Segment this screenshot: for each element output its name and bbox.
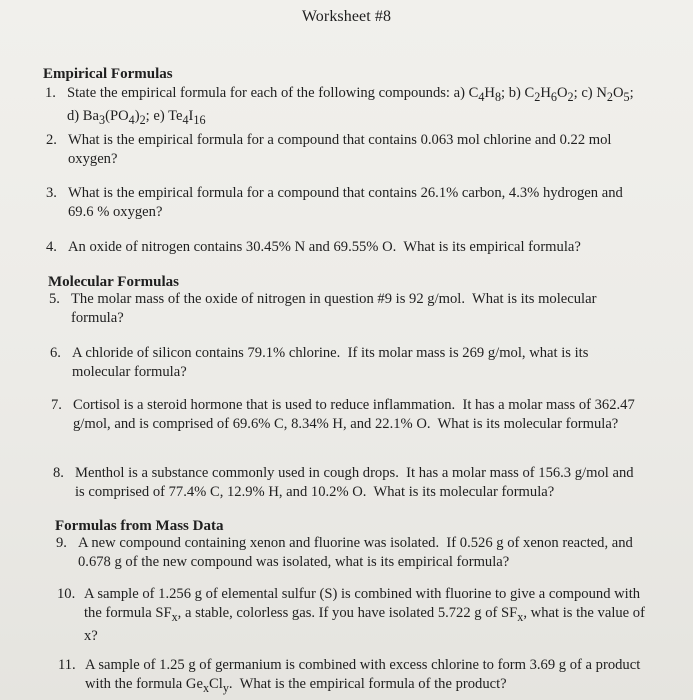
question-2 bbox=[46, 131, 646, 169]
question-number: 3. bbox=[46, 185, 57, 201]
question-5 bbox=[49, 290, 639, 328]
question-text: State the empirical formula for each of the following compounds: a) $C_4H_8$; b) $C_2H_6O_2$; c) $N_2O_5$; d) $Ba_3(PO_4)_2$; e) $Te_4I_{16}$ bbox=[67, 85, 634, 127]
question-11 bbox=[58, 656, 658, 698]
question-6 bbox=[50, 344, 635, 382]
page-title: Worksheet #8 bbox=[301, 8, 392, 25]
question-8 bbox=[53, 464, 643, 502]
question-text: Menthol is a substance commonly used in cough drops. It has a molar mass of 156.3 g/mol and is comprised of 77.4% C, 12.9% H, and 10.2% O. What is its molecular formula? bbox=[75, 465, 634, 500]
question-text: A sample of 1.25 g of germanium is combined with excess chlorine to form 3.69 g of a product with the formula $Ge_xCl_y$. What is the empirical formula of the product? bbox=[85, 657, 641, 695]
question-number: 8. bbox=[53, 465, 64, 481]
question-4 bbox=[46, 238, 666, 257]
question-10 bbox=[57, 585, 659, 646]
question-number: 6. bbox=[50, 345, 61, 361]
section-heading-mass-data: Formulas from Mass Data bbox=[55, 518, 224, 534]
question-3 bbox=[46, 184, 636, 222]
question-text: What is the empirical formula for a compound that contains 0.063 mol chlorine and 0.22 mol oxygen? bbox=[68, 132, 612, 167]
question-number: 2. bbox=[46, 132, 57, 148]
section-heading-empirical: Empirical Formulas bbox=[43, 66, 173, 82]
question-text: A sample of 1.256 g of elemental sulfur (S) is combined with fluorine to give a compound with the formula $SF_x$, a stable, colorless gas. If you have isolated 5.722 g of $SF_x$, what is the value of x? bbox=[84, 586, 645, 644]
question-number: 11. bbox=[58, 657, 76, 673]
question-text: A new compound containing xenon and fluorine was isolated. If 0.526 g of xenon reacted, and 0.678 g of the new compound was isolated, what is its empirical formula? bbox=[78, 535, 633, 570]
question-9 bbox=[56, 534, 656, 572]
question-7 bbox=[51, 396, 651, 434]
question-text: The molar mass of the oxide of nitrogen in question #9 is 92 g/mol. What is its molecular formula? bbox=[71, 291, 597, 326]
question-text: An oxide of nitrogen contains 30.45% N and 69.55% O. What is its empirical formula? bbox=[68, 239, 581, 255]
question-number: 4. bbox=[46, 239, 57, 255]
question-number: 9. bbox=[56, 535, 67, 551]
question-text: A chloride of silicon contains 79.1% chlorine. If its molar mass is 269 g/mol, what is its molecular formula? bbox=[72, 345, 589, 380]
question-text: What is the empirical formula for a compound that contains 26.1% carbon, 4.3% hydrogen and 69.6 % oxygen? bbox=[68, 185, 623, 220]
question-text: Cortisol is a steroid hormone that is used to reduce inflammation. It has a molar mass of 362.47 g/mol, and is comprised of 69.6% C, 8.34% H, and 22.1% O. What is its molecular formula? bbox=[73, 397, 635, 432]
question-number: 1. bbox=[45, 85, 56, 101]
section-heading-molecular: Molecular Formulas bbox=[48, 274, 179, 290]
question-number: 7. bbox=[51, 397, 62, 413]
question-number: 5. bbox=[49, 291, 60, 307]
question-number: 10. bbox=[57, 586, 76, 602]
question-1 bbox=[45, 84, 645, 130]
